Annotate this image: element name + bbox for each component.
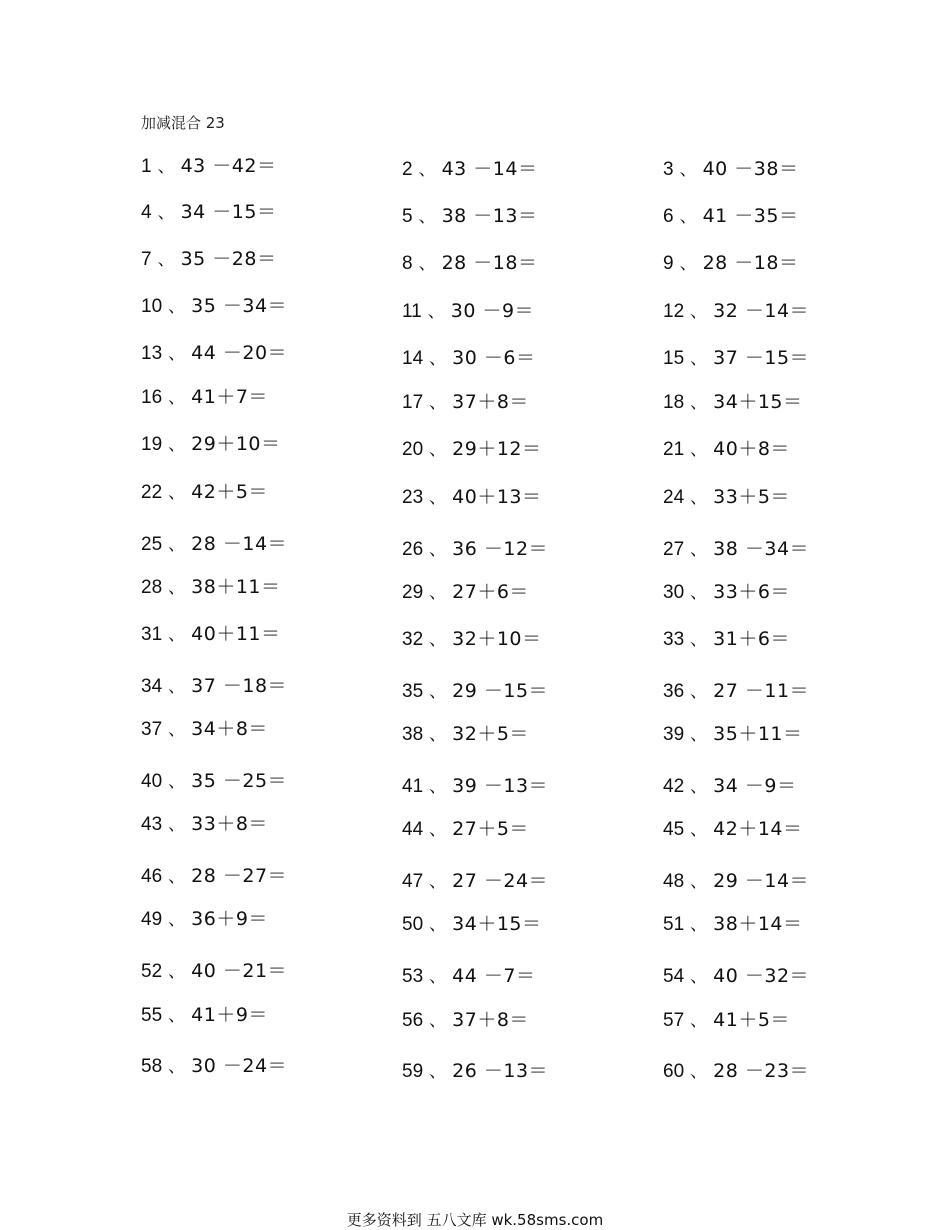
problem-item (663, 679, 809, 704)
problem-separator: 、 (690, 302, 708, 322)
problem-number: 39 (663, 724, 685, 745)
problem-separator: 、 (679, 160, 697, 180)
problem-separator: 、 (679, 254, 697, 274)
problem-number: 40 (141, 771, 163, 792)
problem-expression: 35 －28＝ (180, 248, 277, 270)
problem-expression: 28 －23＝ (713, 1060, 810, 1082)
problem-separator: 、 (429, 967, 447, 987)
problem-number: 35 (402, 681, 424, 702)
problem-number: 16 (141, 387, 163, 408)
problem-number: 3 (663, 159, 674, 180)
problem-expression: 42＋14＝ (713, 818, 803, 840)
problem-separator: 、 (429, 915, 447, 935)
problem-separator: 、 (157, 203, 175, 223)
problem-item (663, 964, 809, 989)
problem-separator: 、 (690, 488, 708, 508)
problem-separator: 、 (168, 677, 186, 697)
problem-item (663, 437, 790, 462)
problem-number: 2 (402, 159, 413, 180)
problem-number: 54 (663, 966, 685, 987)
problem-number: 60 (663, 1061, 685, 1082)
problem-item (663, 390, 803, 415)
problem-expression: 40 －38＝ (702, 158, 799, 180)
problem-separator: 、 (168, 435, 186, 455)
problem-separator: 、 (429, 583, 447, 603)
problem-item (663, 817, 803, 842)
problem-item (141, 341, 287, 366)
problem-number: 7 (141, 249, 152, 270)
problem-separator: 、 (429, 872, 447, 892)
problem-item (663, 1008, 790, 1033)
problem-separator: 、 (168, 1006, 186, 1026)
problem-expression: 32 －14＝ (713, 300, 810, 322)
problem-expression: 33＋8＝ (191, 813, 268, 835)
problem-separator: 、 (690, 915, 708, 935)
problem-separator: 、 (429, 349, 447, 369)
problem-expression: 40 －21＝ (191, 960, 288, 982)
problem-number: 20 (402, 439, 424, 460)
problem-number: 15 (663, 348, 685, 369)
problem-expression: 43 －42＝ (180, 155, 277, 177)
problem-separator: 、 (168, 815, 186, 835)
problem-number: 14 (402, 348, 424, 369)
problem-expression: 40＋11＝ (191, 623, 281, 645)
problem-number: 1 (141, 156, 152, 177)
problem-number: 45 (663, 819, 685, 840)
problem-expression: 42＋5＝ (191, 481, 268, 503)
problem-expression: 29＋10＝ (191, 433, 281, 455)
problem-expression: 34＋15＝ (713, 391, 803, 413)
problem-number: 21 (663, 439, 685, 460)
problem-item (141, 247, 276, 272)
problem-number: 17 (402, 392, 424, 413)
problem-separator: 、 (429, 682, 447, 702)
problem-expression: 37 －18＝ (191, 675, 288, 697)
problem-number: 48 (663, 871, 685, 892)
problem-item (402, 964, 535, 989)
problem-number: 38 (402, 724, 424, 745)
problem-expression: 39 －13＝ (452, 775, 549, 797)
problem-number: 33 (663, 629, 685, 650)
problem-separator: 、 (429, 725, 447, 745)
problem-separator: 、 (690, 349, 708, 369)
problem-item (141, 432, 281, 457)
problem-expression: 29 －14＝ (713, 870, 810, 892)
problem-number: 10 (141, 296, 163, 317)
problem-number: 11 (402, 301, 422, 322)
problem-number: 59 (402, 1061, 424, 1082)
problem-item (141, 1003, 268, 1028)
problem-separator: 、 (690, 630, 708, 650)
problem-separator: 、 (168, 388, 186, 408)
problem-separator: 、 (418, 160, 436, 180)
problem-expression: 37 －15＝ (713, 347, 810, 369)
problem-separator: 、 (690, 725, 708, 745)
problem-number: 31 (141, 624, 163, 645)
problem-expression: 38 －13＝ (441, 205, 538, 227)
problem-expression: 28 －14＝ (191, 533, 288, 555)
problem-number: 8 (402, 253, 413, 274)
problem-item (141, 575, 281, 600)
problem-item (141, 154, 276, 179)
problem-number: 37 (141, 719, 163, 740)
problem-item (402, 299, 534, 324)
problem-expression: 37＋8＝ (452, 1009, 529, 1031)
problem-separator: 、 (168, 867, 186, 887)
problem-item (141, 1054, 287, 1079)
problem-number: 57 (663, 1010, 685, 1031)
footer-text: 更多资料到 五八文库 wk.58sms.com (346, 1211, 604, 1229)
problem-item (141, 532, 287, 557)
problem-separator: 、 (418, 207, 436, 227)
problem-item (402, 204, 537, 229)
problem-number: 47 (402, 871, 424, 892)
problem-expression: 28 －18＝ (702, 252, 799, 274)
problem-number: 4 (141, 202, 152, 223)
problem-number: 41 (402, 776, 424, 797)
problem-item (141, 385, 268, 410)
problem-expression: 44 －7＝ (452, 965, 536, 987)
problem-separator: 、 (690, 777, 708, 797)
problem-number: 23 (402, 487, 424, 508)
problem-item (663, 204, 798, 229)
problem-item (663, 1059, 809, 1084)
problem-number: 27 (663, 539, 685, 560)
problem-expression: 41＋5＝ (713, 1009, 790, 1031)
problem-expression: 26 －13＝ (452, 1060, 549, 1082)
problem-number: 5 (402, 206, 413, 227)
problem-item (141, 294, 287, 319)
problem-expression: 30 －9＝ (450, 300, 535, 322)
problem-separator: 、 (157, 157, 175, 177)
problem-separator: 、 (690, 967, 708, 987)
problem-item (663, 627, 790, 652)
problem-item (141, 717, 268, 742)
page-title: 加减混合 23 (141, 114, 225, 132)
problem-number: 42 (663, 776, 685, 797)
problem-separator: 、 (429, 440, 447, 460)
problem-separator: 、 (168, 344, 186, 364)
problem-expression: 32＋10＝ (452, 628, 542, 650)
problem-item (402, 627, 542, 652)
problem-separator: 、 (690, 540, 708, 560)
problem-expression: 31＋6＝ (713, 628, 790, 650)
problem-item (402, 251, 537, 276)
problem-number: 25 (141, 534, 163, 555)
problem-item (402, 580, 529, 605)
problem-separator: 、 (690, 440, 708, 460)
problem-expression: 35＋11＝ (713, 723, 803, 745)
problem-item (402, 817, 529, 842)
problem-item (402, 722, 529, 747)
problem-expression: 41＋7＝ (191, 386, 268, 408)
problem-item (663, 485, 790, 510)
problem-expression: 34 －9＝ (713, 775, 797, 797)
problem-item (402, 912, 542, 937)
problem-separator: 、 (168, 1057, 186, 1077)
problem-number: 44 (402, 819, 424, 840)
problem-separator: 、 (429, 488, 447, 508)
problem-number: 29 (402, 582, 424, 603)
problem-expression: 30 －24＝ (191, 1055, 288, 1077)
problem-number: 55 (141, 1005, 163, 1026)
problem-expression: 38 －34＝ (713, 538, 810, 560)
problem-number: 53 (402, 966, 424, 987)
problem-number: 46 (141, 866, 163, 887)
problem-item (402, 1008, 529, 1033)
problem-number: 34 (141, 676, 163, 697)
problem-expression: 40＋8＝ (713, 438, 790, 460)
problem-item (141, 769, 287, 794)
problem-item (663, 157, 798, 182)
problem-expression: 33＋5＝ (713, 486, 790, 508)
problem-number: 18 (663, 392, 685, 413)
problem-item (402, 1059, 548, 1084)
problem-separator: 、 (157, 250, 175, 270)
problem-separator: 、 (429, 1062, 447, 1082)
problem-number: 13 (141, 343, 163, 364)
problem-separator: 、 (429, 1011, 447, 1031)
problem-expression: 30 －6＝ (452, 347, 536, 369)
problem-expression: 36＋9＝ (191, 908, 268, 930)
problem-item (402, 869, 548, 894)
problem-expression: 27＋6＝ (452, 581, 529, 603)
problem-expression: 28 －18＝ (441, 252, 538, 274)
problem-item (402, 774, 548, 799)
problem-number: 51 (663, 914, 685, 935)
problem-expression: 37＋8＝ (452, 391, 529, 413)
problem-number: 9 (663, 253, 674, 274)
problem-separator: 、 (168, 910, 186, 930)
problem-separator: 、 (690, 393, 708, 413)
problem-number: 58 (141, 1056, 163, 1077)
problem-item (402, 679, 548, 704)
problem-item (402, 346, 535, 371)
problem-item (402, 485, 542, 510)
problem-number: 32 (402, 629, 424, 650)
problem-item (663, 251, 798, 276)
problem-separator: 、 (168, 297, 186, 317)
problem-separator: 、 (429, 777, 447, 797)
problem-number: 12 (663, 301, 685, 322)
problem-item (663, 580, 790, 605)
problem-item (402, 157, 537, 182)
problem-separator: 、 (168, 483, 186, 503)
problem-item (141, 480, 268, 505)
problem-expression: 29＋12＝ (452, 438, 542, 460)
problem-item (663, 537, 809, 562)
problem-item (663, 912, 803, 937)
problem-expression: 28 －27＝ (191, 865, 288, 887)
problem-expression: 40＋13＝ (452, 486, 542, 508)
problem-item (141, 812, 268, 837)
problem-expression: 36 －12＝ (452, 538, 549, 560)
problem-expression: 27 －24＝ (452, 870, 549, 892)
problem-item (141, 674, 287, 699)
problem-number: 22 (141, 482, 163, 503)
problem-separator: 、 (690, 583, 708, 603)
problem-item (141, 864, 287, 889)
problem-separator: 、 (690, 1062, 708, 1082)
problem-number: 19 (141, 434, 163, 455)
problem-expression: 35 －34＝ (191, 295, 288, 317)
problem-expression: 29 －15＝ (452, 680, 549, 702)
problem-separator: 、 (690, 682, 708, 702)
problem-number: 6 (663, 206, 674, 227)
problem-expression: 32＋5＝ (452, 723, 529, 745)
problem-expression: 34＋8＝ (191, 718, 268, 740)
problem-number: 30 (663, 582, 685, 603)
problem-item (663, 869, 809, 894)
problem-expression: 34＋15＝ (452, 913, 542, 935)
problem-number: 52 (141, 961, 163, 982)
problem-separator: 、 (690, 872, 708, 892)
problem-expression: 27＋5＝ (452, 818, 529, 840)
problem-number: 26 (402, 539, 424, 560)
problem-expression: 44 －20＝ (191, 342, 288, 364)
problem-separator: 、 (168, 578, 186, 598)
problem-expression: 41 －35＝ (702, 205, 799, 227)
problem-item (663, 346, 809, 371)
problem-separator: 、 (168, 962, 186, 982)
problem-separator: 、 (427, 302, 445, 322)
problem-item (141, 959, 287, 984)
problem-item (141, 622, 281, 647)
problem-number: 43 (141, 814, 163, 835)
problem-item (402, 390, 529, 415)
problem-separator: 、 (690, 1011, 708, 1031)
problem-number: 49 (141, 909, 163, 930)
problem-separator: 、 (690, 820, 708, 840)
problem-separator: 、 (429, 820, 447, 840)
problem-expression: 33＋6＝ (713, 581, 790, 603)
problem-number: 56 (402, 1010, 424, 1031)
problem-item (141, 907, 268, 932)
problem-separator: 、 (418, 254, 436, 274)
problem-number: 36 (663, 681, 685, 702)
problem-expression: 38＋11＝ (191, 576, 281, 598)
problem-separator: 、 (168, 625, 186, 645)
problem-separator: 、 (168, 772, 186, 792)
problem-expression: 27 －11＝ (713, 680, 810, 702)
problem-item (402, 437, 542, 462)
problem-number: 28 (141, 577, 163, 598)
problem-expression: 34 －15＝ (180, 201, 277, 223)
problem-number: 50 (402, 914, 424, 935)
problem-item (663, 299, 809, 324)
problem-item (402, 537, 548, 562)
problem-expression: 41＋9＝ (191, 1004, 268, 1026)
problem-separator: 、 (679, 207, 697, 227)
problem-separator: 、 (168, 535, 186, 555)
problem-separator: 、 (429, 540, 447, 560)
problem-item (141, 200, 276, 225)
problem-expression: 38＋14＝ (713, 913, 803, 935)
problem-item (663, 722, 803, 747)
problem-item (663, 774, 796, 799)
problem-expression: 43 －14＝ (441, 158, 538, 180)
problem-separator: 、 (429, 630, 447, 650)
problem-expression: 35 －25＝ (191, 770, 288, 792)
problem-number: 24 (663, 487, 685, 508)
problem-separator: 、 (168, 720, 186, 740)
problem-expression: 40 －32＝ (713, 965, 810, 987)
problem-separator: 、 (429, 393, 447, 413)
